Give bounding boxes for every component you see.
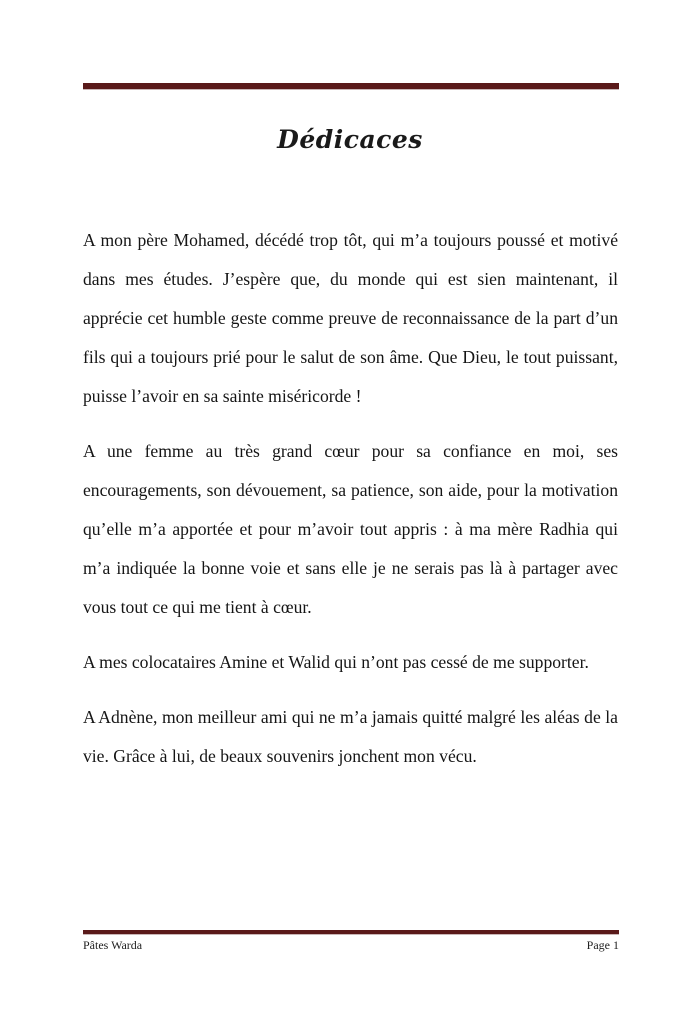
header-rule bbox=[83, 83, 619, 90]
paragraph-roommates: A mes colocataires Amine et Walid qui n’ont pas cessé de me supporter. bbox=[83, 652, 589, 672]
footer-rule bbox=[83, 930, 619, 935]
footer-document-name: Pâtes Warda bbox=[83, 938, 143, 952]
paragraph-best-friend: A Adnène, mon meilleur ami qui ne m’a jamais quitté malgré les aléas de la vie. Grâce à lui, de beaux souvenirs jonchent mon vécu. bbox=[83, 707, 618, 766]
paragraph-father: A mon père Mohamed, décédé trop tôt, qui m’a toujours poussé et motivé dans mes études. J’espère que, du monde qui est sien maintenant, il apprécie cet humble geste comme preuve de reconnaissance de la part d’un fils qui a toujours prié pour le salut de son âme. Que Dieu, le tout puissant, puisse l’avoir en sa sainte miséricorde ! bbox=[83, 230, 618, 406]
paragraph-mother: A une femme au très grand cœur pour sa confiance en moi, ses encouragements, son dévouement, sa patience, son aide, pour la motivation qu’elle m’a apportée et pour m’avoir tout appris : à ma mère Radhia qui m’a indiquée la bonne voie et sans elle je ne serais pas là à partager avec vous tout ce qui me tient à cœur. bbox=[83, 441, 618, 617]
footer-page-number: Page 1 bbox=[586, 938, 619, 952]
page-title: Dédicaces bbox=[277, 124, 423, 154]
dedication-body bbox=[83, 221, 618, 792]
